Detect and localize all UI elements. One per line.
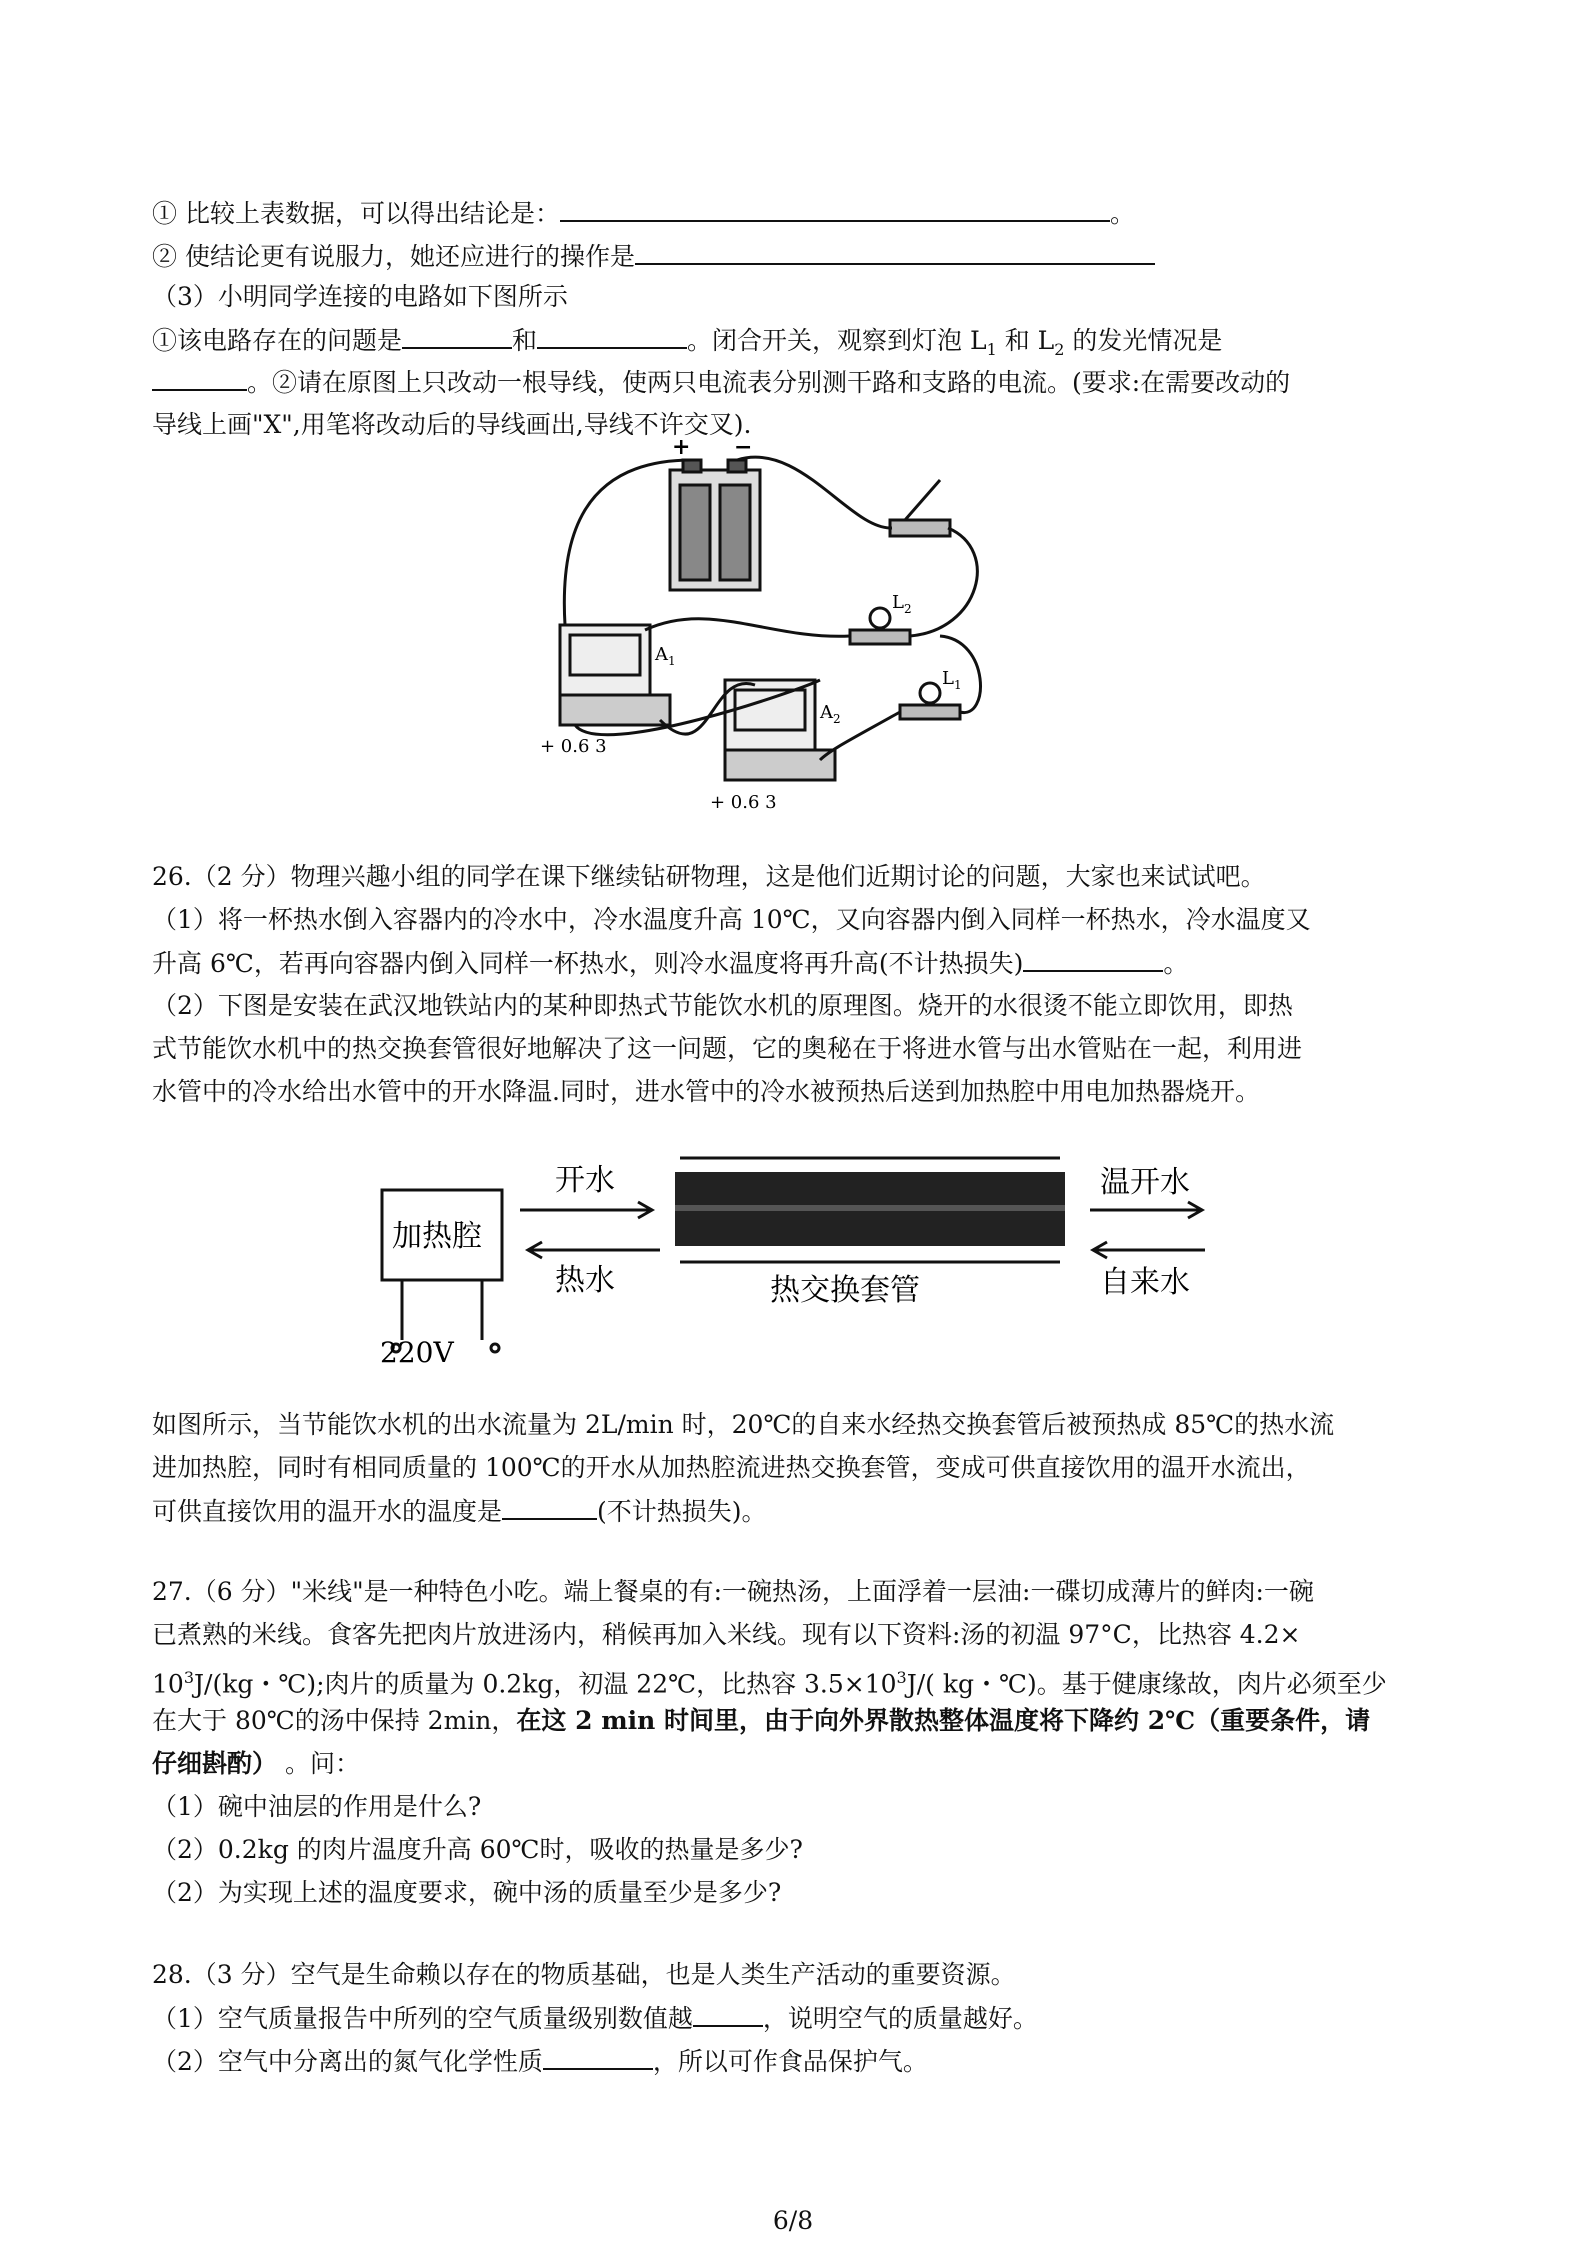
page-number: 6/8 (772, 2206, 814, 2235)
ammeter-a1-scale: + 0.6 3 (540, 736, 607, 757)
heating-chamber-label: 加热腔 (392, 1219, 482, 1254)
q26-title: 26.（2 分）物理兴趣小组的同学在课下继续钻研物理，这是他们近期讨论的问题，大家也来试试吧。 (152, 862, 1266, 891)
q26-p1-line-1: （1）将一杯热水倒入容器内的冷水中，冷水温度升高 10℃，又向容器内倒入同样一杯热水，冷水温度又 (152, 905, 1311, 934)
boiling-water-label: 开水 (555, 1163, 615, 1198)
q25-conclusion-prompt: ① 比较上表数据，可以得出结论是： (152, 199, 560, 228)
q26-p2-line-3: 水管中的冷水给出水管中的开水降温.同时，进水管中的冷水被预热后送到加热腔中用电加热器烧开。 (152, 1077, 1260, 1106)
q25-line-5: 。②请在原图上只改动一根导线，使两只电流表分别测干路和支路的电流。(要求:在需要改动的 (152, 367, 1290, 398)
problem-blank-2[interactable] (537, 325, 687, 349)
q26-p3-line-3: 可供直接饮用的温开水的温度是 (不计热损失)。 (152, 1497, 767, 1526)
warm-water-label: 温开水 (1100, 1165, 1190, 1200)
ammeter-a2-label: A (820, 702, 833, 723)
q25-line-1: ① 比较上表数据，可以得出结论是： 。 (152, 199, 1135, 228)
hot-water-label: 热水 (555, 1263, 615, 1298)
sleeve-label: 热交换套管 (770, 1273, 920, 1308)
svg-text:L2: $L_2$ (892, 592, 912, 616)
q27-question-2: （2）0.2kg 的肉片温度升高 60℃时，吸收的热量是多少? (152, 1835, 803, 1864)
lamp-state-blank[interactable] (152, 367, 247, 391)
lamp-l2-label: L (892, 592, 904, 613)
q27-line-2: 已煮熟的米线。食客先把肉片放进汤内，稍候再加入米线。现有以下资料:汤的初温 97°C，比热容 4.2× (152, 1620, 1301, 1649)
battery-minus-label: − (734, 440, 753, 460)
q27-question-3: （2）为实现上述的温度要求，碗中汤的质量至少是多少? (152, 1878, 782, 1907)
q27-line-5: 仔细斟酌） 。问： (152, 1749, 360, 1778)
conclusion-blank[interactable] (560, 198, 1110, 222)
q25-operation-prompt: ② 使结论更有说服力，她还应进行的操作是 (152, 242, 635, 271)
q25-line-6: 导线上画"X",用笔将改动后的导线画出,导线不许交叉). (152, 410, 752, 439)
q26-p3-line-2: 进加热腔，同时有相同质量的 100℃的开水从加热腔流进热交换套管，变成可供直接饮用的温开水流出， (152, 1453, 1311, 1482)
operation-blank[interactable] (635, 241, 1155, 265)
heat-exchanger-diagram (370, 1150, 1240, 1370)
svg-text:A1: $A_1$ (655, 644, 676, 668)
q27-line-1: 27.（6 分）"米线"是一种特色小吃。端上餐桌的有:一碗热汤，上面浮着一层油:一碟切成薄片的鲜肉:一碗 (152, 1577, 1314, 1606)
problem-blank-1[interactable] (402, 325, 512, 349)
q28-line-3: （2）空气中分离出的氮气化学性质 ，所以可作食品保护气。 (152, 2047, 928, 2076)
battery-plus-label: + (672, 440, 691, 460)
tap-water-label: 自来水 (1100, 1265, 1190, 1300)
q25-line-2 (152, 241, 1155, 272)
q28-line-1: 28.（3 分）空气是生命赖以存在的物质基础，也是人类生产活动的重要资源。 (152, 1960, 1016, 1989)
q27-line-3: $10^3J/(kg$・℃);肉片的质量为 0.2kg，初温 22℃，比热容 $3.5\times 10^3J/$( kg・℃)。基于健康缘故，肉片必须至少 (152, 1668, 1387, 1699)
q28-line-2: （1）空气质量报告中所列的空气质量级别数值越 ，说明空气的质量越好。 (152, 2004, 1038, 2033)
circuit-diagram (520, 440, 1000, 820)
q26-p1-line-2: 升高 6℃，若再向容器内倒入同样一杯热水，则冷水温度将再升高(不计热损失) 。 (152, 949, 1189, 978)
nitrogen-property-blank[interactable] (543, 2046, 653, 2070)
temperature-rise-blank[interactable] (1023, 948, 1163, 972)
ammeter-a1-label: A (655, 644, 668, 665)
svg-text:L1: $L_1$ (942, 668, 962, 692)
q25-line-4: ①该电路存在的问题是 和 。闭合开关，观察到灯泡 $L_1$ 和 $L_2$ 的发光情况是 (152, 326, 1223, 359)
svg-text:A2: $A_2$ (820, 702, 841, 726)
q26-p3-line-1: 如图所示，当节能饮水机的出水流量为 2L/min 时，20℃的自来水经热交换套管后被预热成 85℃的热水流 (152, 1410, 1335, 1439)
air-quality-blank[interactable] (693, 2003, 763, 2027)
voltage-label: 220V (380, 1336, 454, 1369)
ammeter-a2-scale: + 0.6 3 (710, 792, 777, 813)
q26-p2-line-1: （2）下图是安装在武汉地铁站内的某种即热式节能饮水机的原理图。烧开的水很烫不能立即饮用，即热 (152, 991, 1293, 1020)
important-condition-text: 在这 2 min 时间里，由于向外界散热整体温度将下降约 2℃（重要条件，请 (516, 1706, 1371, 1735)
q27-line-4: 在大于 80℃的汤中保持 2min，在这 2 min 时间里，由于向外界散热整体温度将下降约 2℃（重要条件，请 (152, 1706, 1371, 1735)
q27-question-1: （1）碗中油层的作用是什么? (152, 1792, 482, 1821)
q25-line-3: （3）小明同学连接的电路如下图所示 (152, 282, 568, 311)
warm-water-temp-blank[interactable] (502, 1496, 597, 1520)
lamp-l1-label: L (942, 668, 954, 689)
q26-p2-line-2: 式节能饮水机中的热交换套管很好地解决了这一问题，它的奥秘在于将进水管与出水管贴在一起，利用进 (152, 1034, 1303, 1063)
